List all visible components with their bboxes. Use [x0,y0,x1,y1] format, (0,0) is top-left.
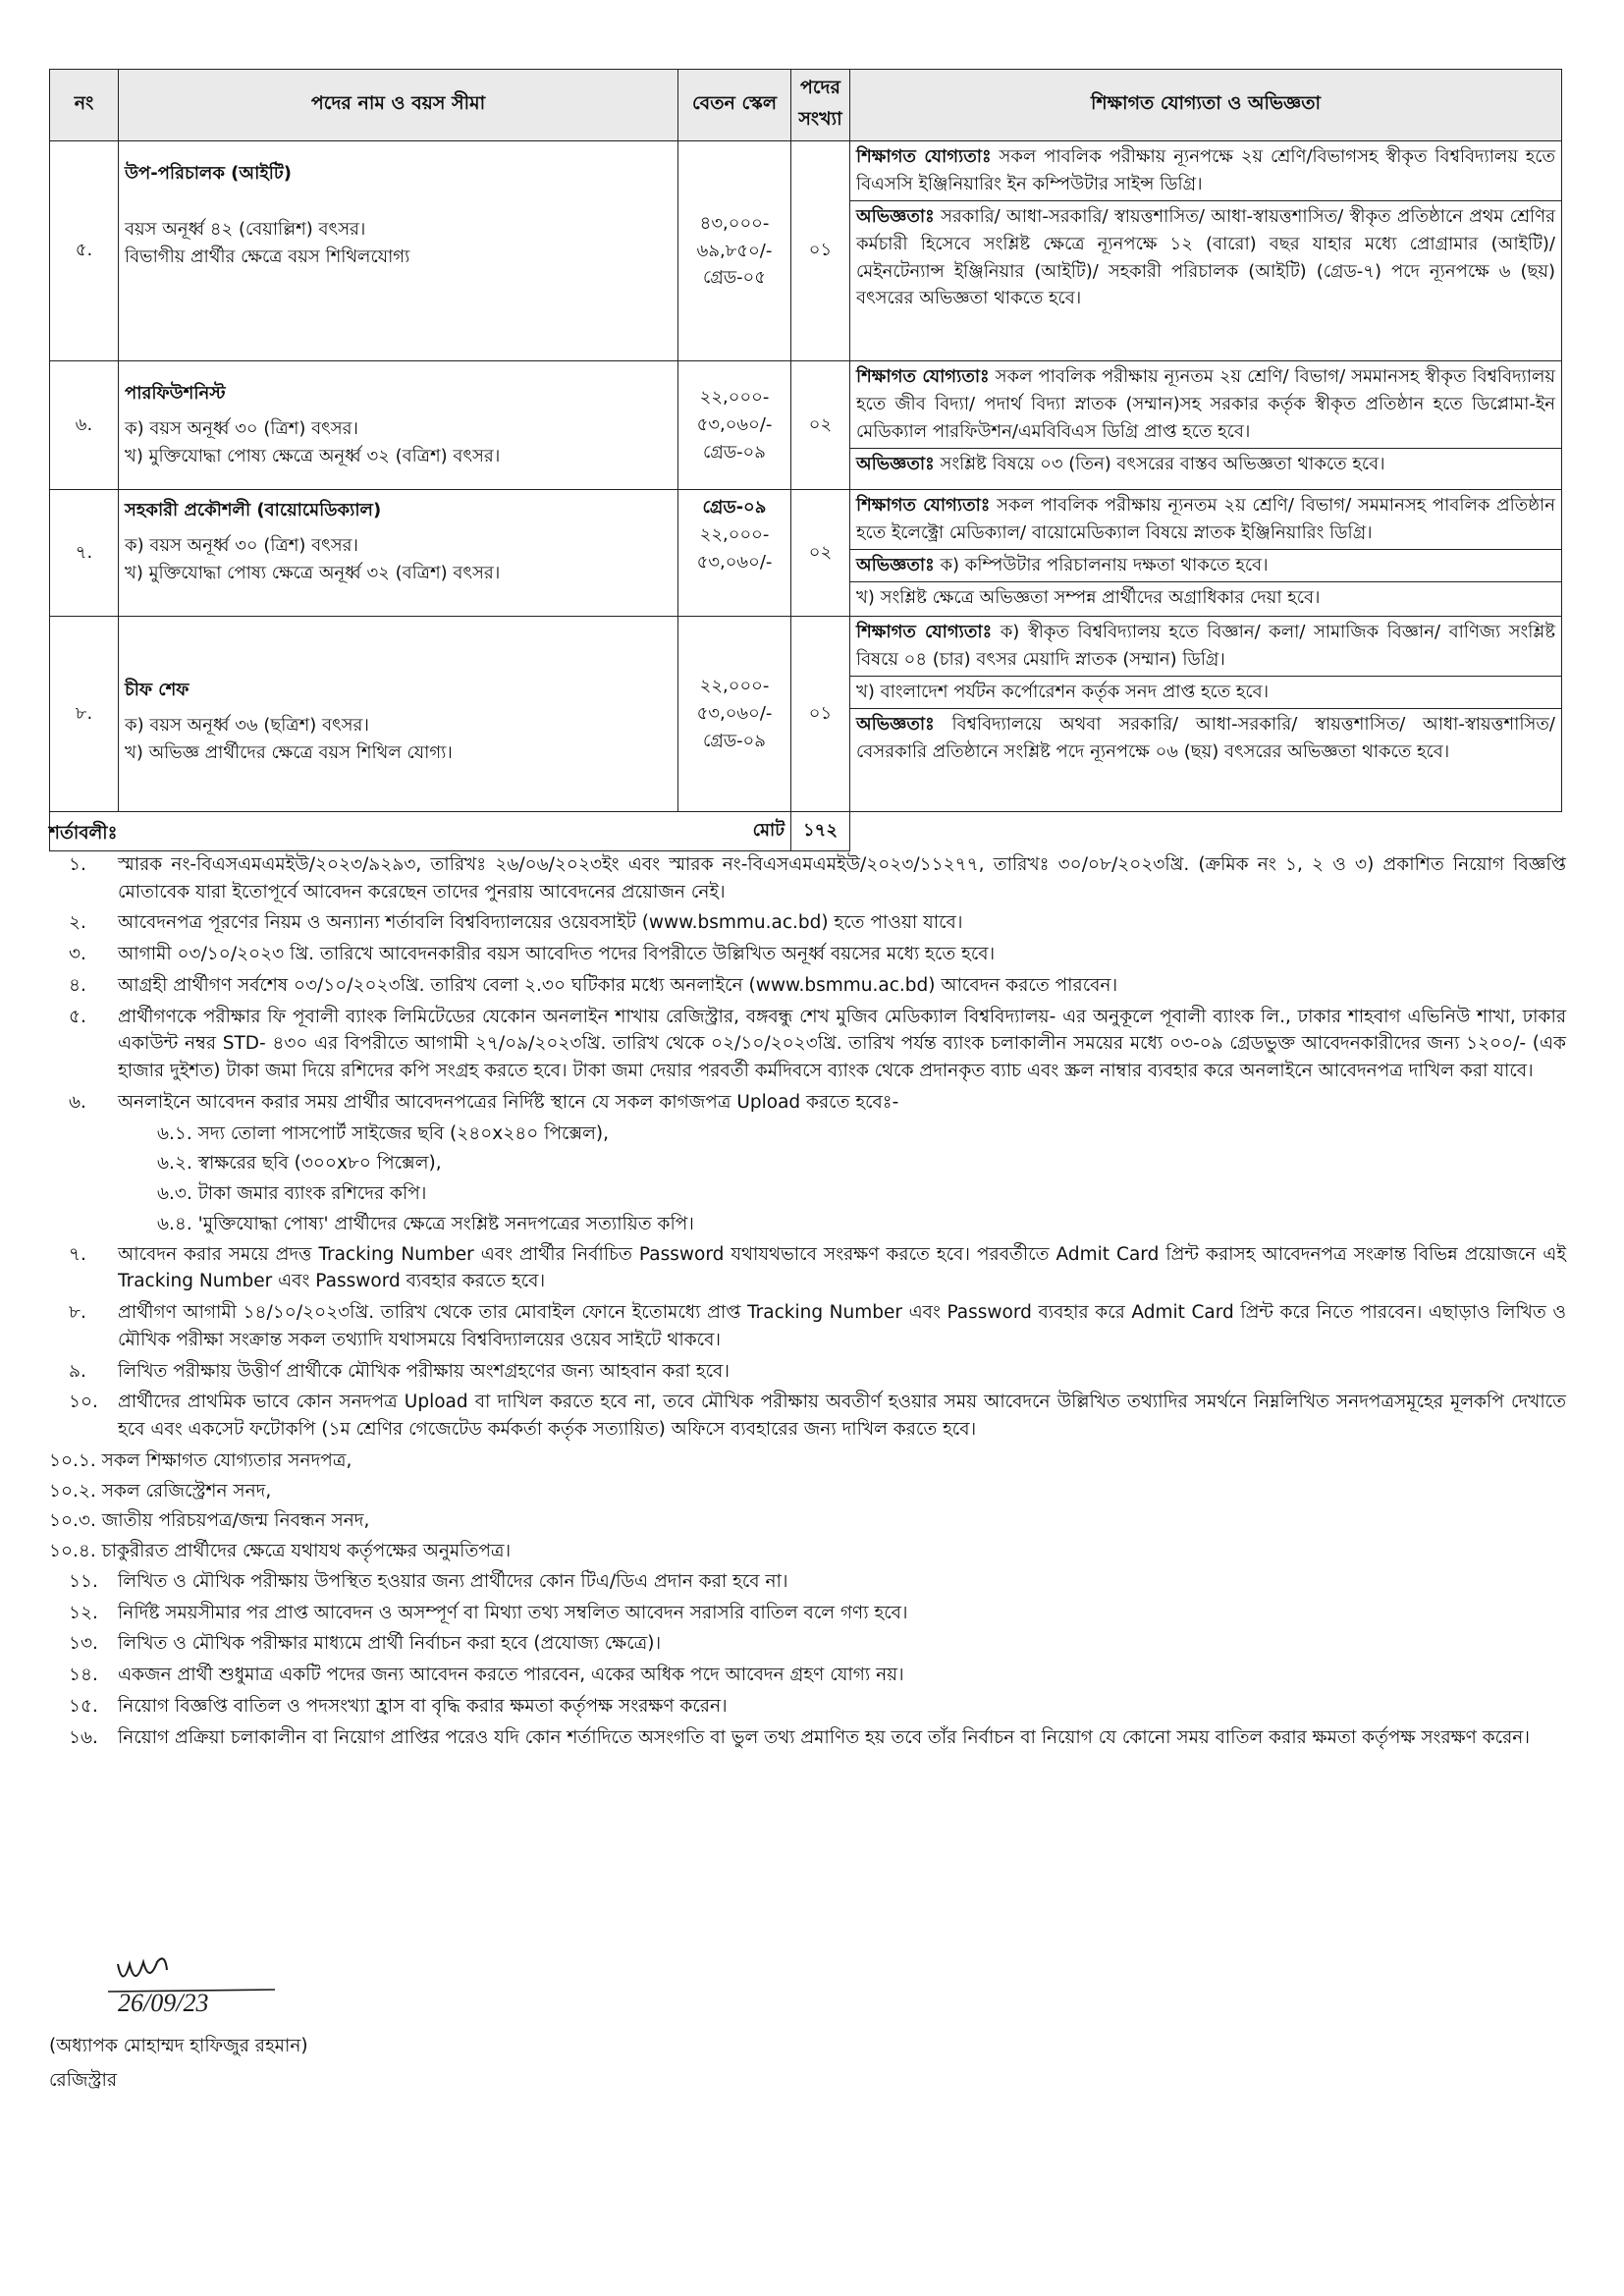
table-header-row [50,70,1562,141]
condition-text: আবেদনপত্র পূরণের নিয়ম ও অন্যান্য শর্তাবলি বিশ্ববিদ্যালয়ের ওয়েবসাইট (www.bsmmu.ac.bd) হতে পাওয়া যাবে। [118,912,963,934]
pay-scale-line: ২২,০০০- [699,387,770,409]
post-name-cell [119,141,678,361]
post-title: সহকারী প্রকৌশলী (বায়োমেডিক্যাল) [125,500,382,520]
condition-item [49,1724,1566,1752]
condition-item [49,1568,1566,1596]
row-number: ৮. [50,617,119,812]
pay-scale-cell [678,141,791,361]
pay-scale-line: ৫৩,০৬০/- [696,414,773,436]
qualification-education [850,617,1561,677]
post-count: ০১ [791,141,850,361]
age-limit: খ) অভিজ্ঞ প্রার্থীদের ক্ষেত্রে বয়স শিথিল যোগ্য। [125,741,453,763]
condition-number: ৮. [69,1302,86,1323]
table-row [50,617,1562,812]
condition-item [49,1089,1566,1117]
condition-number: ১৫. [69,1695,98,1717]
condition-number: ১০. [69,1392,98,1413]
conditions-list [49,851,1566,1752]
qualification-education [850,141,1561,201]
post-title: চীফ শেফ [125,679,189,700]
condition-item [49,1004,1566,1085]
qualification-label: শিক্ষাগত যোগ্যতাঃ [856,146,992,167]
qualification-text: বিশ্ববিদ্যালয়ে অথবা সরকারি/ আধা-সরকারি/ স্বায়ত্তশাসিত/ আধা-স্বায়ত্তশাসিত/ বেসরকারি প্রতিষ্ঠানে সংশ্লিষ্ট পদে ন্যূনপক্ষে ০৬ (ছয়) বৎসরের অভিজ্ঞতা থাকতে হবে। [856,713,1555,762]
pay-scale-line: ৫৩,০৬০/- [696,703,773,725]
qualification-cell [850,141,1562,361]
qualification-education [850,361,1561,449]
pay-scale-cell [678,490,791,617]
age-limit: ক) বয়স অনূর্ধ্ব ৩০ (ত্রিশ) বৎসর। [125,418,358,439]
post-title: উপ-পরিচালক (আইটি) [125,163,292,184]
post-name-cell [119,617,678,812]
condition-sub-item: ১০.৪. চাকুরীরত প্রার্থীদের ক্ষেত্রে যথাযথ কর্তৃপক্ষের অনুমতিপত্র। [49,1541,512,1561]
pay-scale-cell [678,617,791,812]
condition-item [49,851,1566,906]
total-value: ১৭২ [791,812,850,851]
condition-text: প্রার্থীদের প্রাথমিক ভাবে কোন সনদপত্র Upload বা দাখিল করতে হবে না, তবে মৌখিক পরীক্ষায় অবতীর্ণ হওয়ার সময় আবেদনে উল্লিখিত তথ্যাদির সমর্থনে নিম্নলিখিত সনদপত্রসমূহের মূলকপি দেখাতে হবে এবং একসেট ফটোকপি (১ম শ্রেণির গেজেটেড কর্মকর্তা কর্তৃক সত্যায়িত) অফিসে ব্যবহারের জন্য দাখিল করতে হবে। [118,1392,1566,1440]
signature-mark [88,1944,285,2023]
qualification-label: শিক্ষাগত যোগ্যতাঃ [856,622,993,642]
qualification-text: সকল পাবলিক পরীক্ষায় ন্যূনতম ২য় শ্রেণি/ বিভাগ/ সমমানসহ স্বীকৃত বিশ্ববিদ্যালয় হতে জীব বিদ্যা/ পদার্থ বিদ্যা স্নাতক (সম্মান)সহ সরকার কর্তৃক স্বীকৃত প্রতিষ্ঠান হতে ডিপ্লোমা-ইন মেডিক্যাল পারফিউশন/এমবিবিএস ডিগ্রি প্রাপ্ত হতে হবে। [856,366,1555,442]
post-count: ০২ [791,361,850,490]
qualification-label: অভিজ্ঞতাঃ [856,554,935,575]
condition-text: স্মারক নং-বিএসএমএমইউ/২০২৩/৯২৯৩, তারিখঃ ২৬/০৬/২০২৩ইং এবং স্মারক নং-বিএসএমএমইউ/২০২৩/১১২৭৭, তারিখঃ ৩০/০৮/২০২৩খ্রি. (ক্রমিক নং ১, ২ ও ৩) প্রকাশিত নিয়োগ বিজ্ঞপ্তি মোতাবেক যারা ইতোপূর্বে আবেদন করেছেন তাদের পুনরায় আবেদনের প্রয়োজন নেই। [118,853,1566,902]
qualification-label: শিক্ষাগত যোগ্যতাঃ [856,495,991,516]
post-name-cell [119,361,678,490]
qualification-text: সকল পাবলিক পরীক্ষায় ন্যূনপক্ষে ২য় শ্রেণি/বিভাগসহ স্বীকৃত বিশ্ববিদ্যালয় হতে বিএসসি ইঞ্জিনিয়ারিং ইন কম্পিউটার সাইন্স ডিগ্রি। [856,146,1555,194]
condition-text: আবেদন করার সময়ে প্রদত্ত Tracking Number এবং প্রার্থীর নির্বাচিত Password যথাযথভাবে সংরক্ষণ করতে হবে। পরবর্তীতে Admit Card প্রিন্ট করাসহ আবেদনপত্র সংক্রান্ত বিভিন্ন প্রয়োজনে এই Tracking Number এবং Password ব্যবহার করতে হবে। [118,1243,1566,1292]
condition-text: অনলাইনে আবেদন করার সময় প্রার্থীর আবেদনপত্রের নির্দিষ্ট স্থানে যে সকল কাগজপত্র Upload করতে হবেঃ- [118,1091,899,1113]
condition-text: প্রার্থীগণকে পরীক্ষার ফি পূবালী ব্যাংক লিমিটেডের যেকোন অনলাইন শাখায় রেজিস্ট্রার, বঙ্গবন্ধু শেখ মুজিব মেডিক্যাল বিশ্ববিদ্যালয়- এর অনুকূলে পূবালী ব্যাংক লি., ঢাকার শাহবাগ এভিনিউ শাখা, ঢাকার একাউন্ট নম্বর STD- ৪৩০ এর বিপরীতে আগামী ২৭/০৯/২০২৩খ্রি. তারিখ থেকে ০২/১০/২০২৩খ্রি. তারিখ পর্যন্ত ব্যাংক চলাকালীন সময়ের মধ্যে ০৩-০৯ গ্রেডভুক্ত আবেদনকারীদের জন্য ১২০০/- (এক হাজার দুইশত) টাকা জমা দিয়ে রশিদের কপি সংগ্রহ করতে হবে। টাকা জমা দেয়ার পরবর্তী কর্মদিবসে ব্যাংক থেকে প্রদানকৃত ব্যাচ এবং স্ক্রল নাম্বার ব্যবহার করে অনলাইনে আবেদনপত্র দাখিল করা যাবে। [118,1006,1566,1081]
header-post-count-line1: পদের [800,77,840,98]
row-number: ৫. [50,141,119,361]
condition-number: ১৬. [69,1726,98,1748]
header-post-count-line2: সংখ্যা [798,108,842,130]
qualification-experience [850,709,1561,768]
pay-scale-line: গ্রেড-০৫ [703,267,766,289]
header-pay-scale: বেতন স্কেল [678,70,791,141]
condition-number: ১১. [69,1570,98,1592]
condition-number: ৫. [69,1006,86,1027]
pay-scale-line: ৬৯,৮৫০/- [696,240,773,261]
condition-number: ১২. [69,1602,98,1623]
condition-number: ৪. [69,974,86,996]
condition-text: একজন প্রার্থী শুধুমাত্র একটি পদের জন্য আবেদন করতে পারবেন, একের অধিক পদে আবেদন গ্রহণ যোগ্য নয়। [118,1665,904,1685]
condition-text: লিখিত ও মৌখিক পরীক্ষার মাধ্যমে প্রার্থী নির্বাচন করা হবে (প্রযোজ্য ক্ষেত্রে)। [118,1633,662,1655]
condition-item [49,1358,1566,1386]
condition-item [49,1389,1566,1444]
qualification-text: খ) বাংলাদেশ পর্যটন কর্পোরেশন কর্তৃক সনদ প্রাপ্ত হতে হবে। [856,681,1270,702]
condition-number: ২. [69,912,86,934]
condition-item [49,1662,1566,1689]
age-limit: খ) মুক্তিযোদ্ধা পোষ্য ক্ষেত্রে অনূর্ধ্ব ৩২ (বত্রিশ) বৎসর। [125,562,501,583]
pay-scale-line: ২২,০০০- [699,676,770,697]
header-no: নং [50,70,119,141]
pay-scale-line: গ্রেড-০৯ [702,497,767,518]
header-post-name: পদের নাম ও বয়স সীমা [119,70,678,141]
condition-item [49,909,1566,937]
qualification-cell [850,361,1562,490]
age-limit: বিভাগীয় প্রার্থীর ক্ষেত্রে বয়স শিথিলযোগ্য [125,246,410,267]
qualification-note [850,677,1561,709]
condition-number: ৯. [69,1360,86,1382]
condition-text: নির্দিষ্ট সময়সীমার পর প্রাপ্ত আবেদন ও অসম্পূর্ণ বা মিথ্যা তথ্য সম্বলিত আবেদন সরাসরি বাতিল বলে গণ্য হবে। [118,1602,908,1623]
pay-scale-line: ২২,০০০- [699,523,770,545]
age-limit: ক) বয়স অনূর্ধ্ব ৩৬ (ছত্রিশ) বৎসর। [125,714,369,736]
qualification-note [850,582,1561,614]
qualification-label: অভিজ্ঞতাঃ [856,713,935,735]
posts-table [49,69,1562,851]
condition-number: ১. [69,853,86,875]
total-label: মোট [50,812,791,851]
conditions-section [49,820,1566,1755]
condition-text: লিখিত পরীক্ষায় উত্তীর্ণ প্রার্থীকে মৌখিক পরীক্ষায় অংশগ্রহণের জন্য আহবান করা হবে। [118,1360,730,1382]
conditions-heading: শর্তাবলীঃ [49,823,118,844]
qualification-text: ক) কম্পিউটার পরিচালনায় দক্ষতা থাকতে হবে। [940,554,1269,575]
condition-text: নিয়োগ বিজ্ঞপ্তি বাতিল ও পদসংখ্যা হ্রাস বা বৃদ্ধি করার ক্ষমতা কর্তৃপক্ষ সংরক্ষণ করেন। [118,1695,728,1717]
condition-item [49,972,1566,1000]
qualification-experience [850,550,1561,582]
qualification-cell [850,617,1562,812]
row-number: ৭. [50,490,119,617]
condition-text: আগ্রহী প্রার্থীগণ সর্বশেষ ০৩/১০/২০২৩খ্রি. তারিখ বেলা ২.৩০ ঘটিকার মধ্যে অনলাইনে (www.bsmmu.ac.bd) আবেদন করতে পারবেন। [118,974,1118,996]
row-number: ৬. [50,361,119,490]
condition-text: নিয়োগ প্রক্রিয়া চলাকালীন বা নিয়োগ প্রাপ্তির পরেও যদি কোন শর্তাদিতে অসংগতি বা ভুল তথ্য প্রমাণিত হয় তবে তাঁর নির্বাচন বা নিয়োগ যে কোনো সময় বাতিল করার ক্ষমতা কর্তৃপক্ষ সংরক্ষণ করেন। [118,1726,1530,1748]
post-count: ০১ [791,617,850,812]
signature-block [49,1944,540,2097]
qualification-text: সকল পাবলিক পরীক্ষায় ন্যূনতম ২য় শ্রেণি/ বিভাগ/ সমমানসহ পাবলিক প্রতিষ্ঠান হতে ইলেক্ট্রো মেডিক্যাল/ বায়োমেডিক্যাল বিষয়ে স্নাতক ইঞ্জিনিয়ারিং ডিগ্রি। [856,495,1555,543]
condition-text: লিখিত ও মৌখিক পরীক্ষায় উপস্থিত হওয়ার জন্য প্রার্থীদের কোন টিএ/ডিএ প্রদান করা হবে না। [118,1570,788,1592]
condition-sub-item: ৬.৩. টাকা জমার ব্যাংক রশিদের কপি। [157,1183,427,1204]
age-limit: ক) বয়স অনূর্ধ্ব ৩০ (ত্রিশ) বৎসর। [125,535,358,556]
signatory-title: রেজিস্ট্রার [49,2070,118,2091]
condition-text: আগামী ০৩/১০/২০২৩ খ্রি. তারিখে আবেদনকারীর বয়স আবেদিত পদের বিপরীতে উল্লিখিত অনূর্ধ্ব বয়সের মধ্যে হতে হবে। [118,944,996,964]
qualification-education [850,490,1561,550]
pay-scale-line: ৫৩,০৬০/- [696,551,773,573]
condition-number: ৬. [69,1091,86,1113]
qualification-text: সরকারি/ আধা-সরকারি/ স্বায়ত্তশাসিত/ আধা-স্বায়ত্তশাসিত/ স্বীকৃত প্রতিষ্ঠানে প্রথম শ্রেণির কর্মচারী হিসেবে সংশ্লিষ্ট ক্ষেত্রে ন্যূনপক্ষে ১২ (বারো) বছর যাহার মধ্যে প্রোগ্রামার (আইটি)/ মেইনটেন্যান্স ইঞ্জিনিয়ার (আইটি)/ সহকারী পরিচালক (আইটি) (গ্রেড-৭) পদে ন্যূনপক্ষে ৬ (ছয়) বৎসরের অভিজ্ঞতা থাকতে হবে। [856,205,1555,309]
condition-sub-item: ৬.১. সদ্য তোলা পাসপোর্ট সাইজের ছবি (২৪০x২৪০ পিক্সেল), [157,1122,609,1144]
age-limit: খ) মুক্তিযোদ্ধা পোষ্য ক্ষেত্রে অনূর্ধ্ব ৩২ (বত্রিশ) বৎসর। [125,445,501,466]
post-count: ০২ [791,490,850,617]
table-row [50,490,1562,617]
condition-item [49,1693,1566,1721]
condition-sub-item: ১০.৩. জাতীয় পরিচয়পত্র/জন্ম নিবন্ধন সনদ, [49,1510,370,1532]
condition-sub-item: ১০.১. সকল শিক্ষাগত যোগ্যতার সনদপত্র, [49,1449,352,1471]
condition-item [49,1630,1566,1658]
condition-number: ৩. [69,944,86,964]
condition-item [49,1600,1566,1627]
qualification-experience [850,449,1561,480]
condition-sub-item: ৬.২. স্বাক্ষরের ছবি (৩০০x৮০ পিক্সেল), [157,1153,442,1175]
signature-date: 26/09/23 [118,1989,209,2017]
qualification-text: ক) স্বীকৃত বিশ্ববিদ্যালয় হতে বিজ্ঞান/ কলা/ সামাজিক বিজ্ঞান/ বাণিজ্য সংশ্লিষ্ট বিষয়ে ০৪ (চার) বৎসর মেয়াদি স্নাতক (সম্মান) ডিগ্রি। [856,622,1555,670]
pay-scale-line: ৪৩,০০০- [699,212,770,234]
post-title: পারফিউশনিস্ট [125,383,226,404]
qualification-experience [850,201,1561,315]
condition-number: ১৩. [69,1633,98,1655]
header-post-count [791,70,850,141]
condition-sub-item: ১০.২. সকল রেজিস্ট্রেশন সনদ, [49,1480,272,1502]
qualification-text: সংশ্লিষ্ট বিষয়ে ০৩ (তিন) বৎসরের বাস্তব অভিজ্ঞতা থাকতে হবে। [940,453,1385,474]
qualification-label: অভিজ্ঞতাঃ [856,453,935,474]
header-qualification: শিক্ষাগত যোগ্যতা ও অভিজ্ঞতা [850,70,1562,141]
pay-scale-cell [678,361,791,490]
condition-number: ৭. [69,1243,86,1265]
condition-text: প্রার্থীগণ আগামী ১৪/১০/২০২৩খ্রি. তারিখ থেকে তার মোবাইল ফোনে ইতোমধ্যে প্রাপ্ত Tracking Number এবং Password ব্যবহার করে Admit Card প্রিন্ট করে নিতে পারবেন। এছাড়াও লিখিত ও মৌখিক পরীক্ষা সংক্রান্ত সকল তথ্যাদি যথাসময়ে বিশ্ববিদ্যালয়ের ওয়েব সাইটে থাকবে। [118,1302,1566,1350]
condition-sub-item: ৬.৪. 'মুক্তিযোদ্ধা পোষ্য' প্রার্থীদের ক্ষেত্রে সংশ্লিষ্ট সনদপত্রের সত্যায়িত কপি। [157,1213,694,1234]
age-limit: বয়স অনূর্ধ্ব ৪২ (বেয়াল্লিশ) বৎসর। [125,219,366,240]
pay-scale-line: গ্রেড-০৯ [703,441,766,463]
post-name-cell [119,490,678,617]
qualification-label: শিক্ষাগত যোগ্যতাঃ [856,366,990,387]
qualification-cell [850,490,1562,617]
qualification-label: অভিজ্ঞতাঃ [856,205,935,227]
condition-number: ১৪. [69,1665,98,1685]
pay-scale-line: গ্রেড-০৯ [703,730,766,751]
table-row [50,361,1562,490]
condition-item [49,1241,1566,1296]
condition-item [49,1299,1566,1354]
qualification-text: খ) সংশ্লিষ্ট ক্ষেত্রে অভিজ্ঞতা সম্পন্ন প্রার্থীদের অগ্রাধিকার দেয়া হবে। [856,586,1321,608]
signatory-name: (অধ্যাপক মোহাম্মদ হাফিজুর রহমান) [49,2036,308,2056]
condition-item [49,941,1566,968]
table-row [50,141,1562,361]
